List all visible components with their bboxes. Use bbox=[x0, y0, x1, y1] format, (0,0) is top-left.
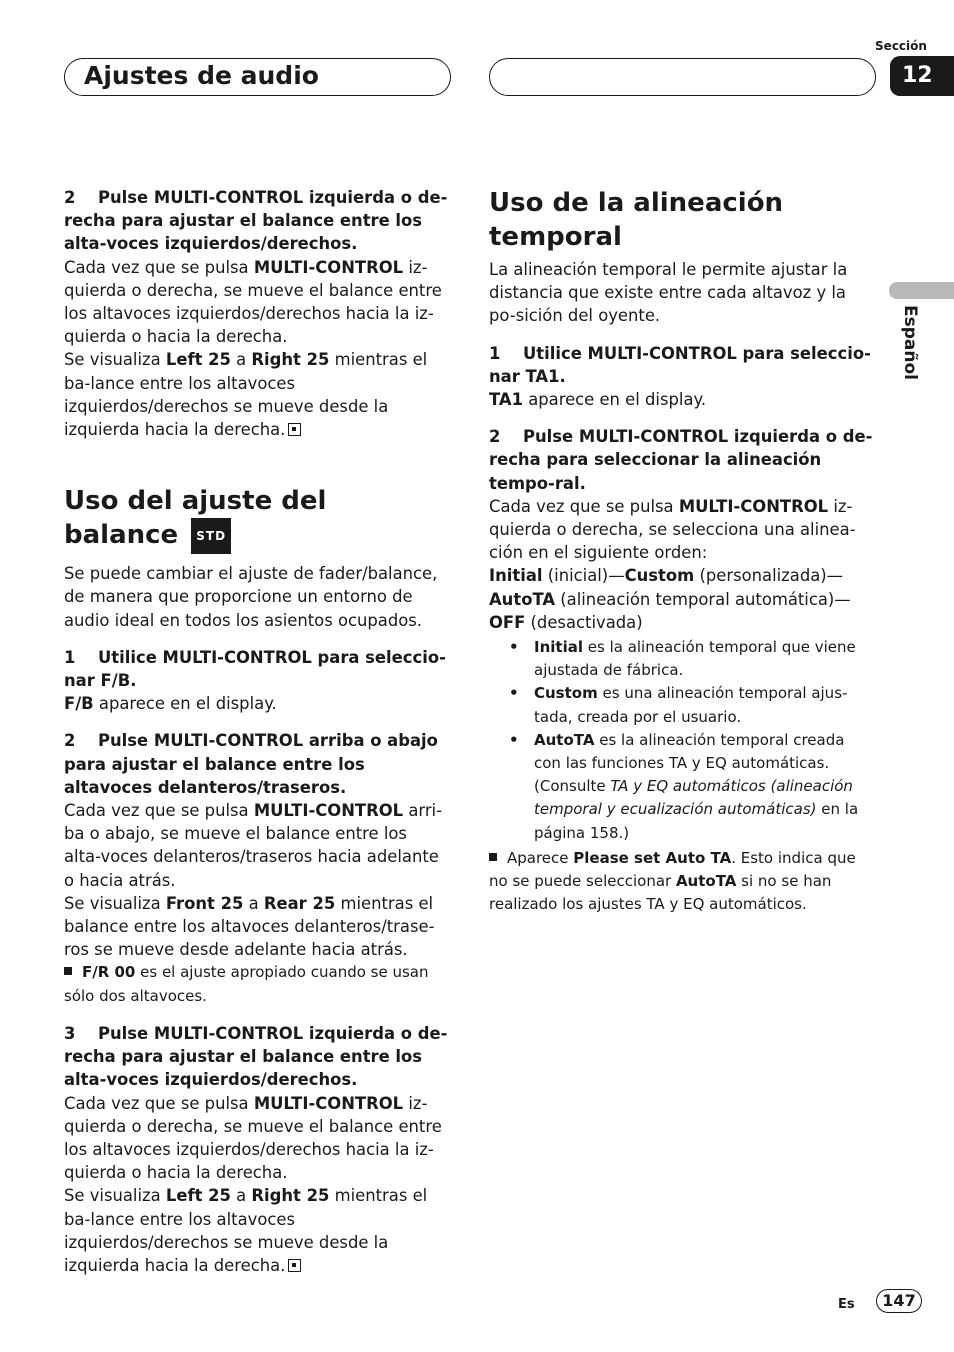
section-heading: Uso del ajuste del balance STD bbox=[64, 484, 449, 554]
page-number: 147 bbox=[876, 1289, 922, 1313]
note-icon bbox=[64, 967, 72, 975]
end-of-section-icon bbox=[288, 423, 301, 436]
section-intro: Se puede cambiar el ajuste de fader/balance, de manera que proporcione un entorno de audio ideal en todos los asientos ocupados. bbox=[64, 564, 438, 630]
section-heading: Uso de la alineación temporal bbox=[489, 188, 784, 252]
order-sequence: Initial (inicial)—Custom (personalizada)—AutoTA (alineación temporal automática)—OFF (desactivada) bbox=[489, 566, 851, 632]
paragraph: Cada vez que se pulsa MULTI-CONTROL iz-quierda o derecha, se selecciona una alinea-ción en el siguiente orden: bbox=[489, 496, 856, 563]
header-blank-frame bbox=[489, 58, 876, 96]
step-heading: 2 Pulse MULTI-CONTROL izquierda o de-recha para ajustar el balance entre los alta-voces izquierdos/derechos. bbox=[64, 188, 448, 254]
section-label: Sección bbox=[875, 39, 927, 53]
step-heading: 3 Pulse MULTI-CONTROL izquierda o de-recha para ajustar el balance entre los alta-voces izquierdos/derechos. bbox=[64, 1023, 448, 1090]
note-icon bbox=[489, 853, 497, 861]
paragraph: Cada vez que se pulsa MULTI-CONTROL iz-quierda o derecha, se mueve el balance entre los altavoces izquierdos/derechos hacia la iz-quierda o hacia la derecha. bbox=[64, 257, 442, 347]
left-column bbox=[64, 186, 449, 1277]
list-item: • AutoTA es la alineación temporal creada con las funciones TA y EQ automáticas. (Consulte TA y EQ automáticos (alineación temporal y ecualización automáticas) en la página 158.) bbox=[534, 729, 874, 845]
list-item: • Custom es una alineación temporal ajus-tada, creada por el usuario. bbox=[534, 682, 874, 728]
paragraph: Cada vez que se pulsa MULTI-CONTROL arri-ba o abajo, se mueve el balance entre los alta-voces delanteros/traseros hacia adelante o hacia atrás. bbox=[64, 801, 443, 890]
paragraph: Se visualiza Left 25 a Right 25 mientras el ba-lance entre los altavoces izquierdos/derechos se mueve desde la izquierda hacia la derecha. bbox=[64, 1186, 428, 1275]
note: F/R 00 es el ajuste apropiado cuando se usan sólo dos altavoces. bbox=[64, 963, 429, 1005]
language-tab-marker bbox=[889, 282, 954, 299]
std-badge: STD bbox=[191, 518, 231, 554]
step-heading: 1 Utilice MULTI-CONTROL para seleccio-nar TA1. bbox=[489, 343, 871, 386]
step-heading: 2 Pulse MULTI-CONTROL arriba o abajo para ajustar el balance entre los altavoces delanteros/traseros. bbox=[64, 731, 438, 797]
note: Aparece Please set Auto TA. Esto indica que no se puede seleccionar AutoTA si no se han realizado los ajustes TA y EQ automáticos. bbox=[489, 848, 856, 914]
paragraph: F/B aparece en el display. bbox=[64, 694, 277, 714]
paragraph: TA1 aparece en el display. bbox=[489, 390, 707, 410]
page-title: Ajustes de audio bbox=[84, 61, 319, 90]
list-item: • Initial es la alineación temporal que viene ajustada de fábrica. bbox=[534, 636, 874, 682]
right-column bbox=[489, 186, 874, 916]
end-of-section-icon bbox=[288, 1259, 301, 1272]
step-heading: 2 Pulse MULTI-CONTROL izquierda o de-recha para seleccionar la alineación tempo-ral. bbox=[489, 427, 873, 493]
language-label: Español bbox=[900, 305, 920, 380]
paragraph: Cada vez que se pulsa MULTI-CONTROL iz-quierda o derecha, se mueve el balance entre los altavoces izquierdos/derechos hacia la iz-quierda o hacia la derecha. bbox=[64, 1093, 442, 1183]
section-intro: La alineación temporal le permite ajustar la distancia que existe entre cada altavoz y la po-sición del oyente. bbox=[489, 260, 848, 326]
footer-language-code: Es bbox=[838, 1297, 855, 1312]
bullet-list bbox=[489, 636, 874, 845]
step-heading: 1 Utilice MULTI-CONTROL para seleccio-nar F/B. bbox=[64, 647, 446, 691]
paragraph: Se visualiza Left 25 a Right 25 mientras el ba-lance entre los altavoces izquierdos/derechos se mueve desde la izquierda hacia la derecha. bbox=[64, 350, 428, 440]
section-number-badge: 12 bbox=[890, 56, 954, 96]
paragraph: Se visualiza Front 25 a Rear 25 mientras el balance entre los altavoces delanteros/trase-ros se mueve desde adelante hacia atrás. bbox=[64, 893, 435, 960]
